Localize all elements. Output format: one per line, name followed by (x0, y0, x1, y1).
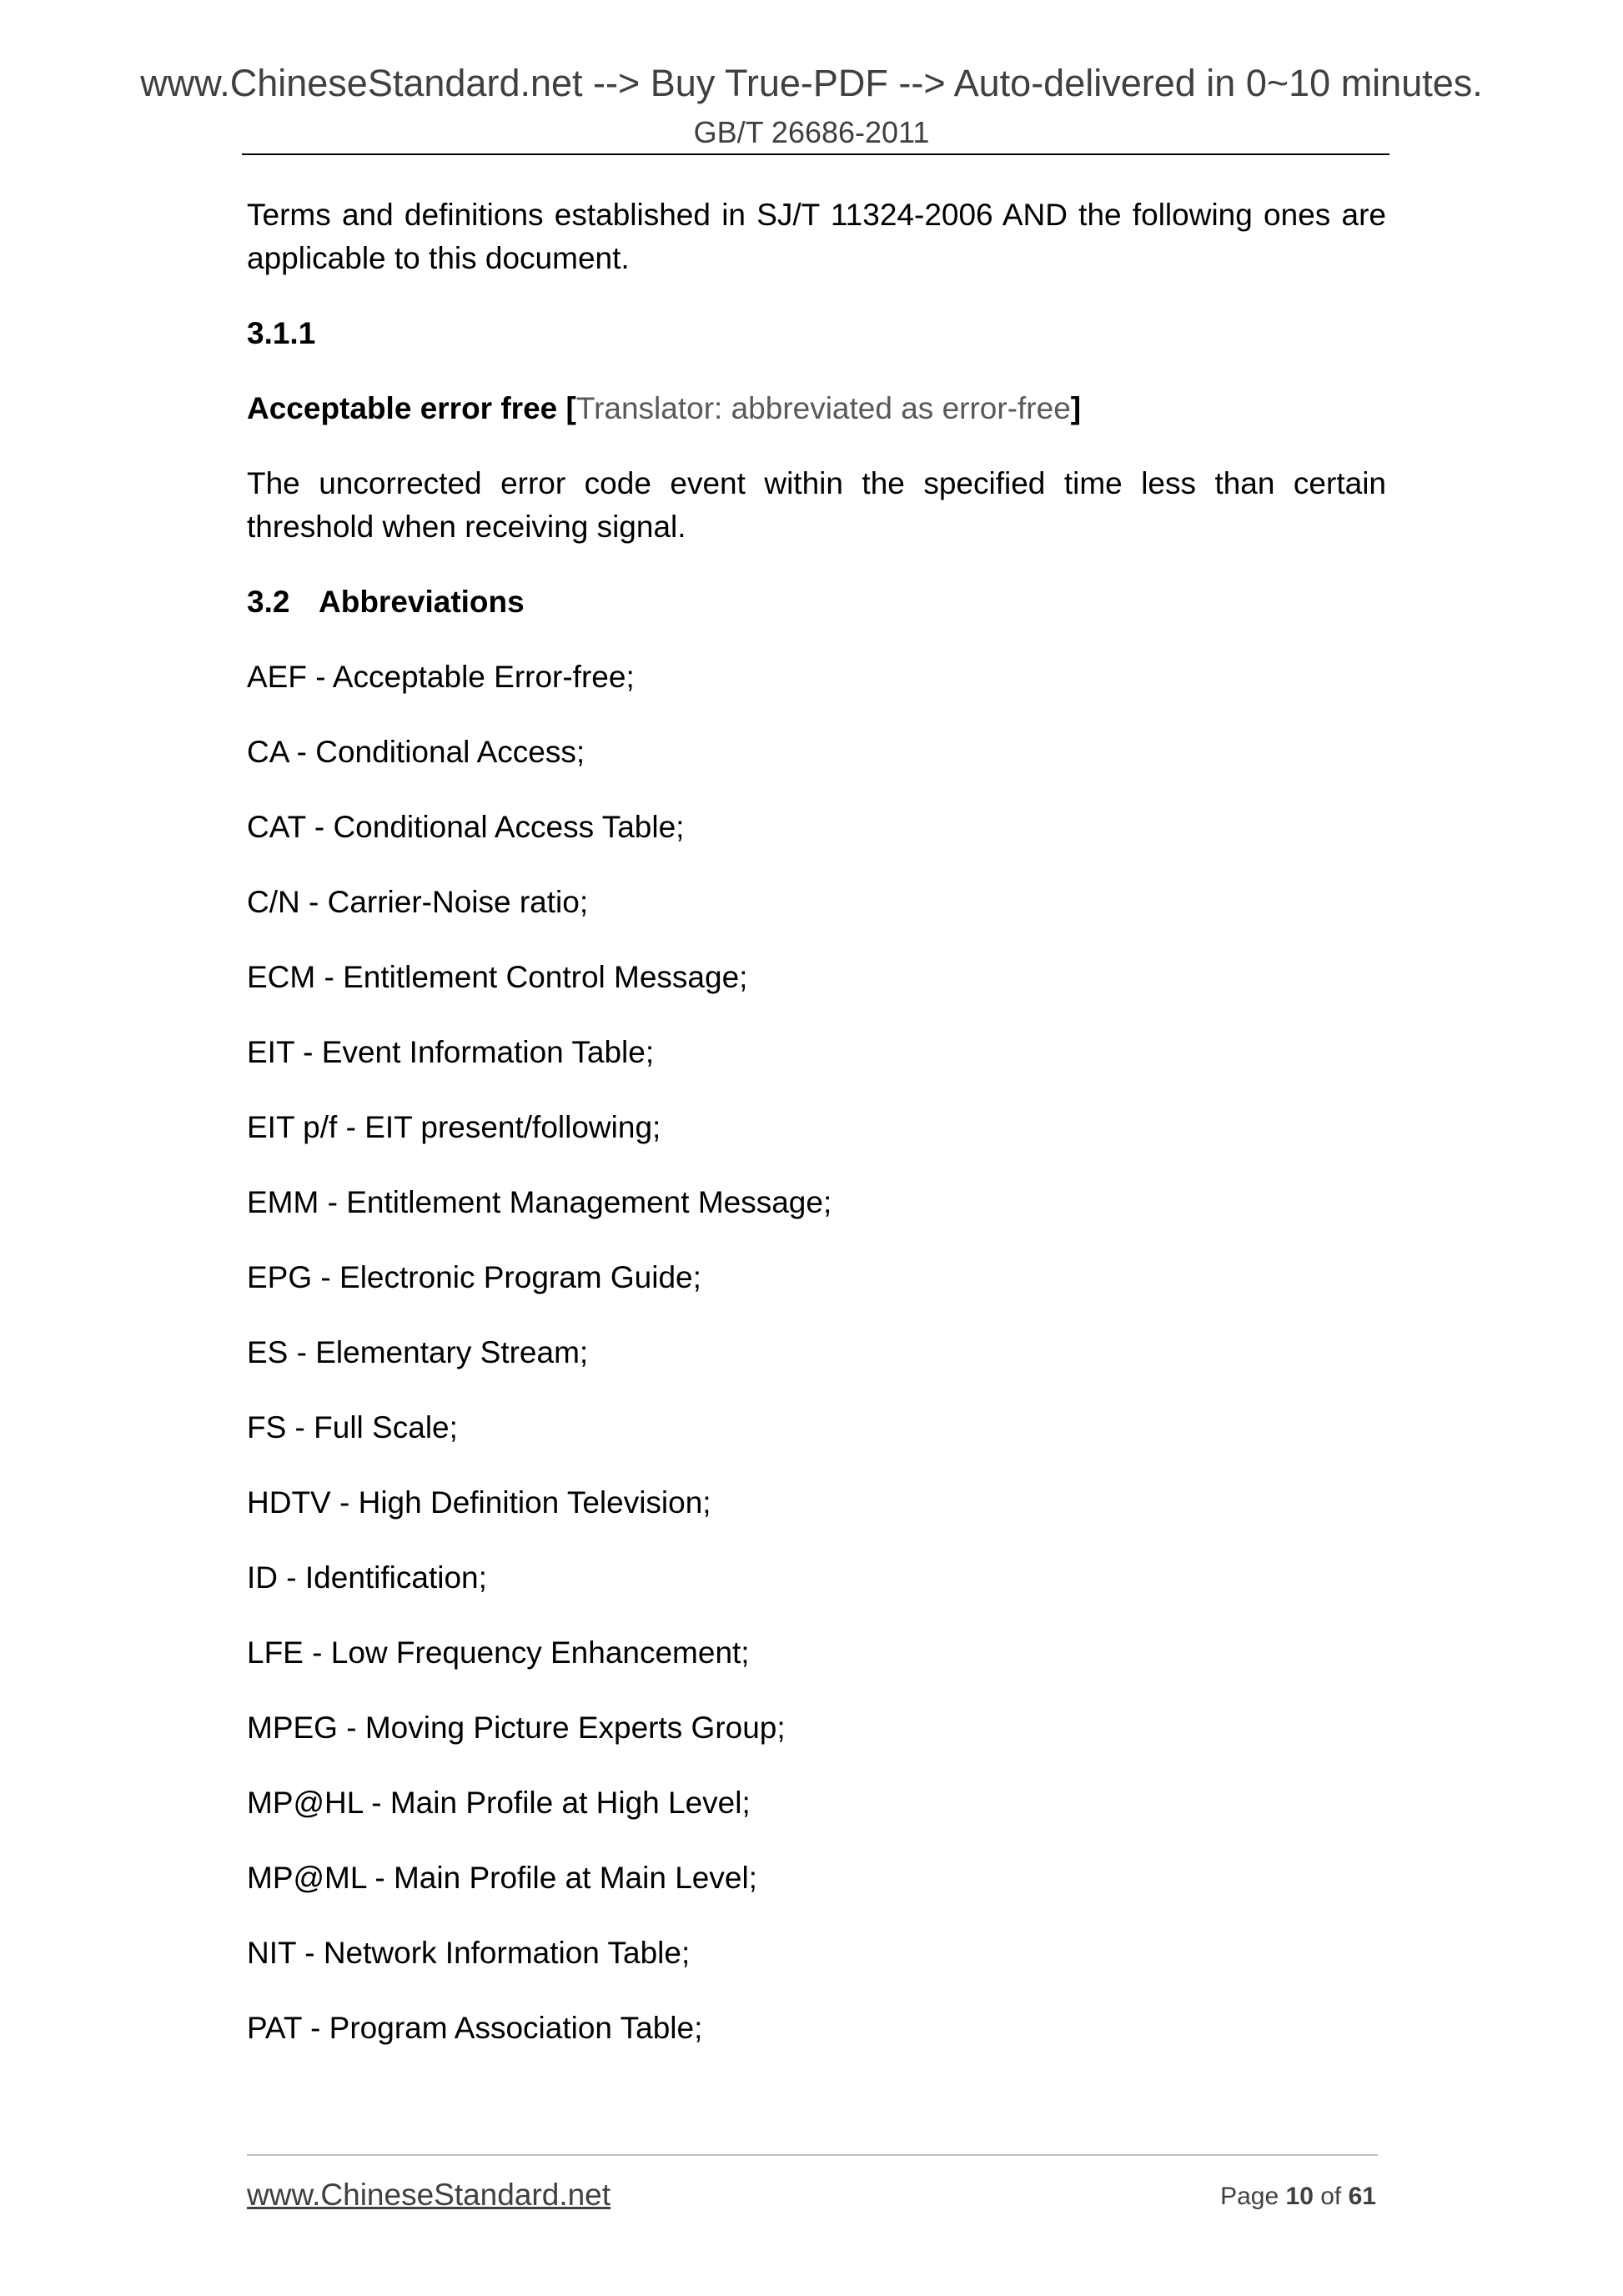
term-heading (247, 387, 1386, 430)
abbreviation-item: HDTV - High Definition Television; (247, 1485, 711, 1520)
section-title: Abbreviations (319, 585, 525, 619)
document-body (247, 193, 1386, 2082)
term-definition: The uncorrected error code event within the specified time less than certain threshold when receiving signal. (247, 466, 1386, 544)
abbreviation-item: PAT - Program Association Table; (247, 2011, 703, 2045)
page-label: Page (1220, 2183, 1279, 2210)
section-number: 3.2 (247, 585, 290, 619)
abbreviation-item: EIT - Event Information Table; (247, 1035, 655, 1069)
abbreviation-item: CA - Conditional Access; (247, 735, 585, 769)
abbreviation-item: AEF - Acceptable Error-free; (247, 660, 635, 694)
translator-note: Translator: abbreviated as error-free (575, 391, 1071, 425)
bracket-open: [ (565, 391, 576, 425)
intro-paragraph: Terms and definitions established in SJ/T 11324-2006 AND the following ones are applicable to this document. (247, 198, 1386, 275)
abbreviation-item: C/N - Carrier-Noise ratio; (247, 885, 589, 919)
clause-number: 3.1.1 (247, 316, 316, 350)
abbreviation-item: LFE - Low Frequency Enhancement; (247, 1635, 750, 1670)
header-divider (242, 153, 1389, 155)
term-name: Acceptable error free (247, 391, 558, 425)
abbreviation-item: MP@HL - Main Profile at High Level; (247, 1786, 751, 1820)
abbreviation-item: ECM - Entitlement Control Message; (247, 960, 748, 994)
page-indicator (1220, 2180, 1376, 2213)
abbreviation-item: MPEG - Moving Picture Experts Group; (247, 1711, 786, 1745)
standard-number: GB/T 26686-2011 (693, 115, 930, 149)
abbreviation-item: ID - Identification; (247, 1560, 487, 1595)
abbreviation-item: FS - Full Scale; (247, 1410, 458, 1444)
abbreviation-item: MP@ML - Main Profile at Main Level; (247, 1861, 757, 1895)
abbreviation-item: EPG - Electronic Program Guide; (247, 1260, 701, 1294)
abbreviation-item: CAT - Conditional Access Table; (247, 810, 685, 844)
page-total: 61 (1348, 2183, 1376, 2210)
abbreviation-item: EIT p/f - EIT present/following; (247, 1110, 661, 1144)
bracket-close: ] (1070, 391, 1082, 425)
section-heading (247, 580, 1386, 624)
abbreviation-item: NIT - Network Information Table; (247, 1936, 691, 1970)
abbreviation-item: ES - Elementary Stream; (247, 1335, 589, 1369)
header-banner: www.ChineseStandard.net --> Buy True-PDF --> Auto-delivered in 0~10 minutes. (140, 62, 1483, 104)
footer-site-link[interactable]: www.ChineseStandard.net (247, 2178, 611, 2212)
abbreviation-item: EMM - Entitlement Management Message; (247, 1185, 832, 1219)
page-current: 10 (1285, 2183, 1314, 2210)
footer-divider (247, 2154, 1378, 2156)
page-of: of (1320, 2183, 1342, 2210)
abbreviation-list (247, 656, 1386, 2050)
